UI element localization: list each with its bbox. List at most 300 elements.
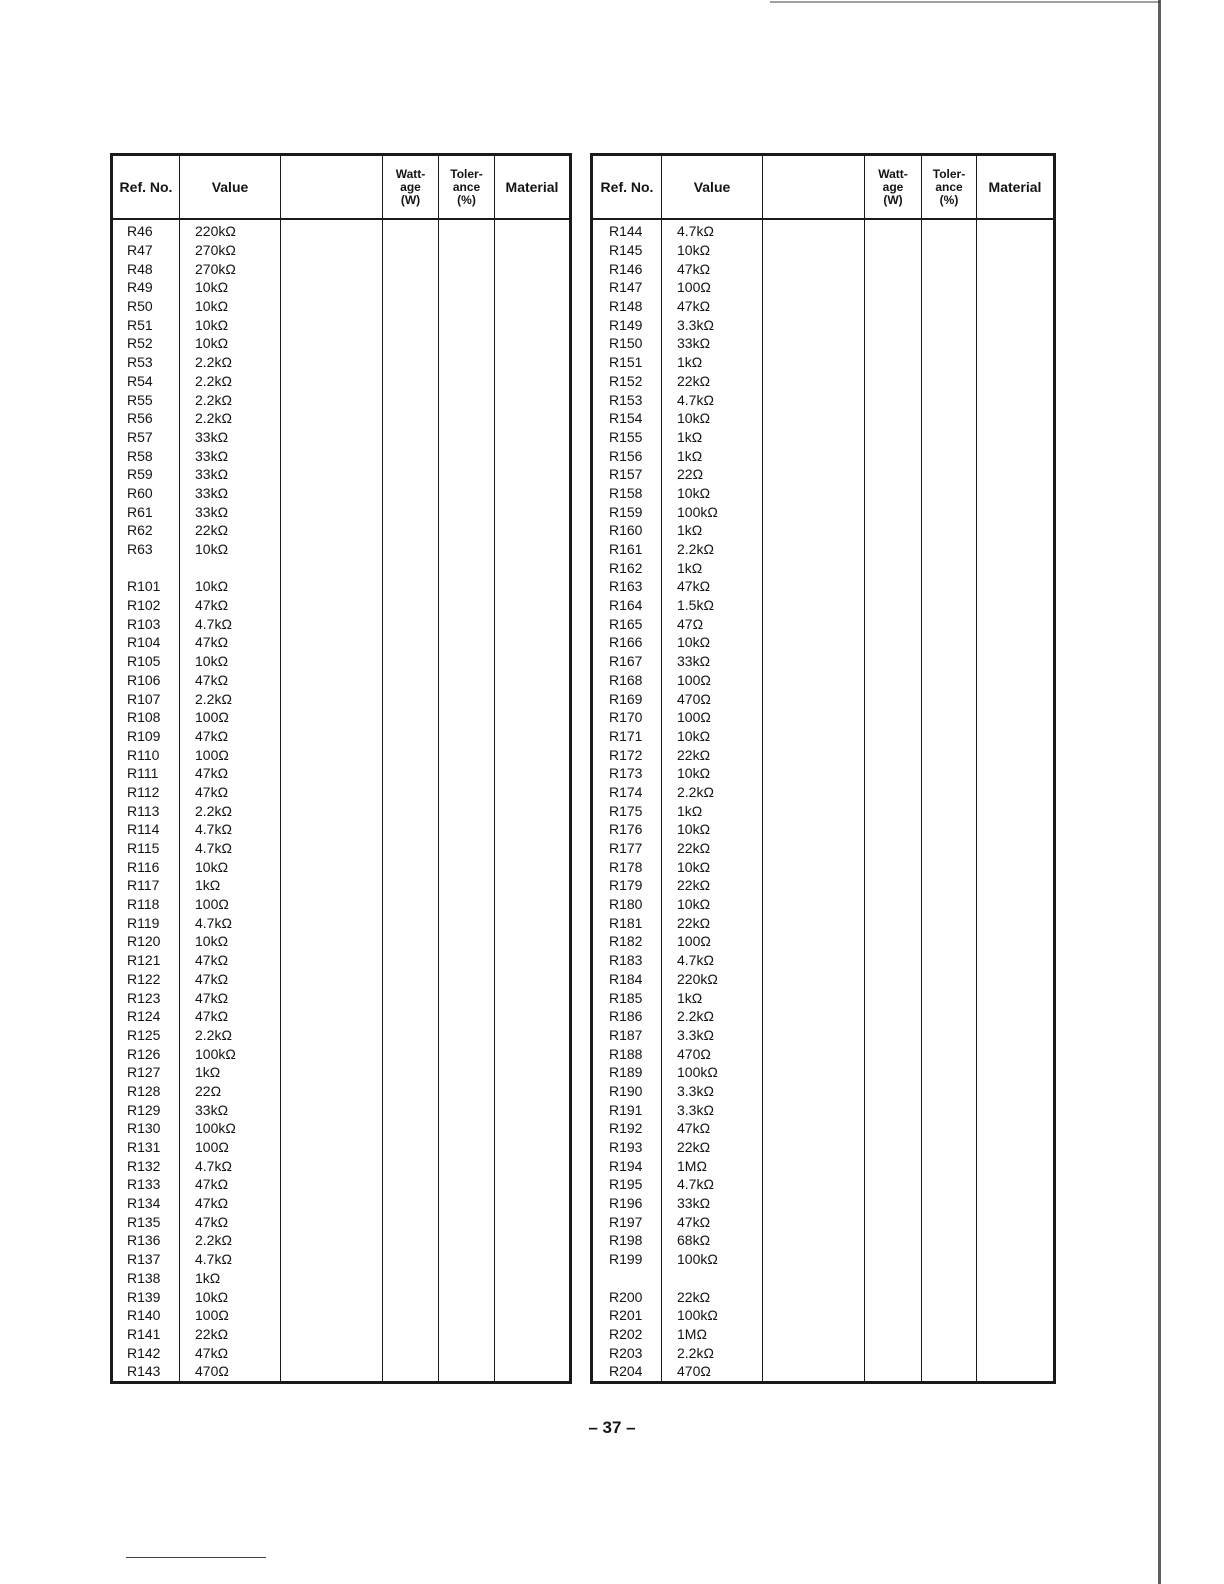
ref-no: R119 [127,914,160,931]
ref-no: R184 [609,970,643,987]
table-row [593,708,1053,727]
resistor-value: 2.2kΩ [195,690,232,707]
ref-no: R145 [609,242,643,259]
ref-no: R152 [609,372,643,389]
table-row [113,1269,569,1288]
resistor-value: 47kΩ [195,1344,229,1361]
table-row [113,409,569,428]
resistor-value: 4.7kΩ [195,821,232,838]
resistor-value: 10kΩ [195,578,229,595]
ref-no: R136 [127,1232,161,1249]
ref-no: R52 [127,335,153,352]
table-row [593,259,1053,278]
ref-no: R54 [127,372,153,389]
ref-no: R123 [127,989,161,1006]
table-row [593,428,1053,447]
table-row [593,1100,1053,1119]
ref-no: R112 [127,783,160,800]
ref-no: R140 [127,1307,161,1324]
ref-no: R185 [609,989,643,1006]
table-row [593,1026,1053,1045]
ref-no: R179 [609,877,643,894]
ref-no: R134 [127,1195,161,1212]
ref-no: R175 [609,802,643,819]
ref-no: R176 [609,821,643,838]
table-row [113,1082,569,1101]
ref-no: R126 [127,1045,161,1062]
table-row [593,1362,1053,1381]
resistor-value: 22Ω [195,1082,222,1099]
resistor-value: 47kΩ [195,727,229,744]
resistor-value: 4.7kΩ [677,952,714,969]
ref-no: R200 [609,1288,643,1305]
table-row [593,1325,1053,1344]
table-row [593,633,1053,652]
ref-no: R170 [609,709,643,726]
table-row [593,689,1053,708]
table-row [113,1044,569,1063]
table-row [113,540,569,559]
header-ref-no: Ref. No. [119,179,173,195]
resistor-value: 47kΩ [195,597,229,614]
ref-no: R113 [127,802,160,819]
ref-no: R108 [127,709,161,726]
ref-no: R139 [127,1288,161,1305]
ref-no: R166 [609,634,643,651]
resistor-value: 68kΩ [677,1232,711,1249]
ref-no: R109 [127,727,161,744]
resistor-value: 2.2kΩ [195,410,232,427]
resistor-value: 100Ω [195,709,229,726]
header-material: Material [505,179,559,195]
resistor-value: 22kΩ [677,1139,711,1156]
ref-no: R55 [127,391,153,408]
ref-no: R171 [609,727,643,744]
header-tolerance: Toler- ance (%) [450,166,483,207]
resistor-value: 22kΩ [677,840,711,857]
resistor-value: 47kΩ [677,1213,711,1230]
table-row [593,577,1053,596]
resistor-value: 47kΩ [195,671,229,688]
table-row [593,745,1053,764]
table-row [593,1250,1053,1269]
ref-no: R162 [609,559,643,576]
table-row [593,390,1053,409]
ref-no: R117 [127,877,160,894]
resistor-value: 22kΩ [195,1325,229,1342]
ref-no: R181 [609,914,643,931]
table-row [593,315,1053,334]
resistor-value: 470Ω [677,1363,711,1380]
ref-no: R180 [609,896,643,913]
resistor-value: 47kΩ [195,989,229,1006]
table-row [113,1306,569,1325]
resistor-value: 10kΩ [195,279,229,296]
resistor-value: 10kΩ [195,858,229,875]
resistor-value: 2.2kΩ [677,541,714,558]
resistor-value: 4.7kΩ [195,1157,232,1174]
ref-no: R104 [127,634,161,651]
table-row [113,913,569,932]
ref-no: R190 [609,1082,643,1099]
header-material: Material [988,179,1042,195]
table-row [593,1119,1053,1138]
table-row [593,1063,1053,1082]
table-row [593,801,1053,820]
table-row [113,1194,569,1213]
table-row [113,1325,569,1344]
ref-no: R182 [609,933,643,950]
ref-no: R141 [127,1325,161,1342]
resistor-value: 10kΩ [677,896,711,913]
resistor-value: 33kΩ [195,503,229,520]
table-row [113,876,569,895]
ref-no: R203 [609,1344,643,1361]
table-row [593,1082,1053,1101]
ref-no: R161 [609,541,643,558]
resistor-value: 22kΩ [195,522,229,539]
header-wattage: Watt- age (W) [878,166,908,207]
table-row [593,857,1053,876]
resistor-value: 2.2kΩ [195,372,232,389]
ref-no: R158 [609,484,643,501]
table-row [593,783,1053,802]
ref-no: R122 [127,970,161,987]
resistor-value: 47kΩ [195,634,229,651]
ref-no: R189 [609,1064,643,1081]
table-row [593,502,1053,521]
resistor-value: 100Ω [195,896,229,913]
table-row [113,1287,569,1306]
ref-no: R155 [609,428,643,445]
table-row [593,951,1053,970]
left-rows [113,222,569,1381]
table-row [113,970,569,989]
ref-no: R107 [127,690,161,707]
table-row [593,671,1053,690]
resistor-value: 10kΩ [677,634,711,651]
ref-no: R172 [609,746,643,763]
resistor-value: 100Ω [677,671,711,688]
resistor-value: 100Ω [195,1139,229,1156]
resistor-value: 33kΩ [677,653,711,670]
resistor-value: 22kΩ [677,372,711,389]
table-row [113,988,569,1007]
resistor-value: 1kΩ [677,522,703,539]
resistor-value: 3.3kΩ [677,1026,714,1043]
table-row [113,577,569,596]
table-row [593,1138,1053,1157]
ref-no: R195 [609,1176,643,1193]
table-row [113,1138,569,1157]
table-row [113,783,569,802]
resistor-value: 4.7kΩ [195,840,232,857]
table-row [113,689,569,708]
table-row [593,1156,1053,1175]
resistor-value: 47kΩ [195,1213,229,1230]
ref-no: R135 [127,1213,161,1230]
resistor-value: 100kΩ [195,1045,236,1062]
table-row [593,241,1053,260]
table-row [593,652,1053,671]
table-row [113,652,569,671]
ref-no: R144 [609,223,643,240]
resistor-value: 1kΩ [677,559,703,576]
scan-edge-top [770,1,1160,3]
resistor-value: 10kΩ [195,335,229,352]
table-row [593,222,1053,241]
ref-no: R187 [609,1026,643,1043]
ref-no: R142 [127,1344,161,1361]
table-row [593,1287,1053,1306]
resistor-value: 3.3kΩ [677,1101,714,1118]
table-row [593,334,1053,353]
table-row [593,895,1053,914]
resistor-value: 47Ω [677,615,704,632]
table-row [113,633,569,652]
table-row [113,614,569,633]
table-row [113,521,569,540]
table-row [113,1175,569,1194]
ref-no: R183 [609,952,643,969]
ref-no: R194 [609,1157,643,1174]
resistor-value: 47kΩ [195,952,229,969]
ref-no: R116 [127,858,160,875]
table-row [113,334,569,353]
ref-no: R168 [609,671,643,688]
table-row [113,502,569,521]
ref-no: R121 [127,952,161,969]
table-row [593,932,1053,951]
ref-no: R196 [609,1195,643,1212]
table-row [113,839,569,858]
resistor-value: 33kΩ [677,1195,711,1212]
resistor-value: 10kΩ [677,242,711,259]
right-rows [593,222,1053,1381]
table-row [593,446,1053,465]
ref-no: R58 [127,447,153,464]
ref-no: R138 [127,1269,161,1286]
resistor-value: 1MΩ [677,1325,707,1342]
table-row [593,1231,1053,1250]
header-value: Value [693,179,731,195]
ref-no: R188 [609,1045,643,1062]
ref-no: R114 [127,821,160,838]
resistor-value: 47kΩ [677,1120,711,1137]
resistor-value: 2.2kΩ [195,802,232,819]
ref-no: R143 [127,1363,161,1380]
resistor-value: 10kΩ [195,298,229,315]
resistor-value: 33kΩ [677,335,711,352]
resistor-value: 2.2kΩ [195,391,232,408]
table-row [593,1194,1053,1213]
resistor-value: 220kΩ [195,223,236,240]
table-row [113,1250,569,1269]
footer-rule [126,1557,266,1558]
ref-no: R167 [609,653,643,670]
resistor-value: 47kΩ [195,970,229,987]
resistor-value: 10kΩ [677,727,711,744]
resistor-value: 100kΩ [677,503,718,520]
resistor-value: 1kΩ [677,447,703,464]
resistor-value: 22kΩ [677,1288,711,1305]
ref-no: R199 [609,1251,643,1268]
ref-no: R146 [609,260,643,277]
ref-no: R150 [609,335,643,352]
table-row [593,278,1053,297]
resistor-value: 4.7kΩ [195,914,232,931]
resistor-value: 1.5kΩ [677,597,714,614]
table-row [113,932,569,951]
resistor-value: 1kΩ [677,428,703,445]
header-rule [113,218,569,220]
ref-no: R156 [609,447,643,464]
resistor-value: 100Ω [677,709,711,726]
page-number: – 37 – [588,1418,636,1437]
table-row [593,372,1053,391]
ref-no: R169 [609,690,643,707]
resistor-value: 2.2kΩ [195,1232,232,1249]
table-row [593,540,1053,559]
resistor-value: 10kΩ [677,410,711,427]
table-row [113,1026,569,1045]
table-row [593,876,1053,895]
ref-no: R201 [609,1307,643,1324]
ref-no: R192 [609,1120,643,1137]
table-row [593,465,1053,484]
table-row [113,297,569,316]
resistor-value: 470Ω [195,1363,229,1380]
ref-no: R197 [609,1213,643,1230]
resistor-value: 10kΩ [195,541,229,558]
resistor-value: 33kΩ [195,428,229,445]
table-row [593,521,1053,540]
resistor-value: 100kΩ [677,1251,718,1268]
table-row [593,820,1053,839]
ref-no: R178 [609,858,643,875]
table-row [593,1306,1053,1325]
ref-no: R164 [609,597,643,614]
ref-no: R105 [127,653,161,670]
table-row [593,970,1053,989]
ref-no: R198 [609,1232,643,1249]
ref-no: R160 [609,522,643,539]
resistor-value: 220kΩ [677,970,718,987]
ref-no: R153 [609,391,643,408]
resistor-value: 47kΩ [677,260,711,277]
resistor-value: 10kΩ [195,653,229,670]
resistor-value: 47kΩ [677,578,711,595]
table-row [113,259,569,278]
ref-no: R102 [127,597,161,614]
table-row [593,409,1053,428]
ref-no: R163 [609,578,643,595]
resistor-value: 47kΩ [195,1195,229,1212]
ref-no: R46 [127,223,153,240]
resistor-value: 47kΩ [195,1008,229,1025]
table-row [113,390,569,409]
parts-table-right [590,153,1056,1384]
resistor-value: 100Ω [677,933,711,950]
table-row [113,708,569,727]
table-row [593,988,1053,1007]
ref-no: R133 [127,1176,161,1193]
table-row [113,895,569,914]
ref-no: R101 [127,578,161,595]
resistor-value: 10kΩ [677,484,711,501]
resistor-value: 3.3kΩ [677,1082,714,1099]
table-row [113,1362,569,1381]
resistor-value: 100Ω [195,746,229,763]
resistor-value: 470Ω [677,690,711,707]
table-row [593,727,1053,746]
resistor-value: 470Ω [677,1045,711,1062]
ref-no: R56 [127,410,153,427]
ref-no: R131 [127,1139,161,1156]
resistor-value: 1kΩ [677,989,703,1006]
resistor-value: 47kΩ [677,298,711,315]
ref-no: R127 [127,1064,161,1081]
table-row [113,1119,569,1138]
ref-no: R129 [127,1101,161,1118]
resistor-value: 4.7kΩ [195,615,232,632]
table-row [113,222,569,241]
table-row [113,241,569,260]
table-row [113,671,569,690]
table-row [113,278,569,297]
scan-edge-right [1158,0,1161,1584]
table-row [593,913,1053,932]
ref-no: R124 [127,1008,161,1025]
resistor-value: 2.2kΩ [677,1344,714,1361]
ref-no: R202 [609,1325,643,1342]
ref-no: R174 [609,783,643,800]
ref-no: R47 [127,242,153,259]
ref-no: R137 [127,1251,161,1268]
table-row [593,353,1053,372]
ref-no: R151 [609,354,643,371]
ref-no: R120 [127,933,161,950]
resistor-value: 270kΩ [195,242,236,259]
parts-table-left [110,153,572,1384]
resistor-value: 10kΩ [677,858,711,875]
ref-no: R51 [127,316,153,333]
ref-no: R148 [609,298,643,315]
resistor-value: 2.2kΩ [677,1008,714,1025]
resistor-value: 4.7kΩ [677,1176,714,1193]
resistor-value: 100kΩ [677,1064,718,1081]
table-row [593,297,1053,316]
table-row [113,428,569,447]
table-row [113,820,569,839]
ref-no: R49 [127,279,153,296]
table-row [113,857,569,876]
table-row [593,596,1053,615]
ref-no: R157 [609,466,643,483]
table-row [113,465,569,484]
table-row [113,1343,569,1362]
header-value: Value [211,179,249,195]
ref-no: R165 [609,615,643,632]
table-row [113,372,569,391]
ref-no: R147 [609,279,643,296]
table-row [113,1156,569,1175]
resistor-value: 2.2kΩ [195,354,232,371]
resistor-value: 4.7kΩ [677,391,714,408]
ref-no: R177 [609,840,643,857]
ref-no: R173 [609,765,643,782]
ref-no: R186 [609,1008,643,1025]
